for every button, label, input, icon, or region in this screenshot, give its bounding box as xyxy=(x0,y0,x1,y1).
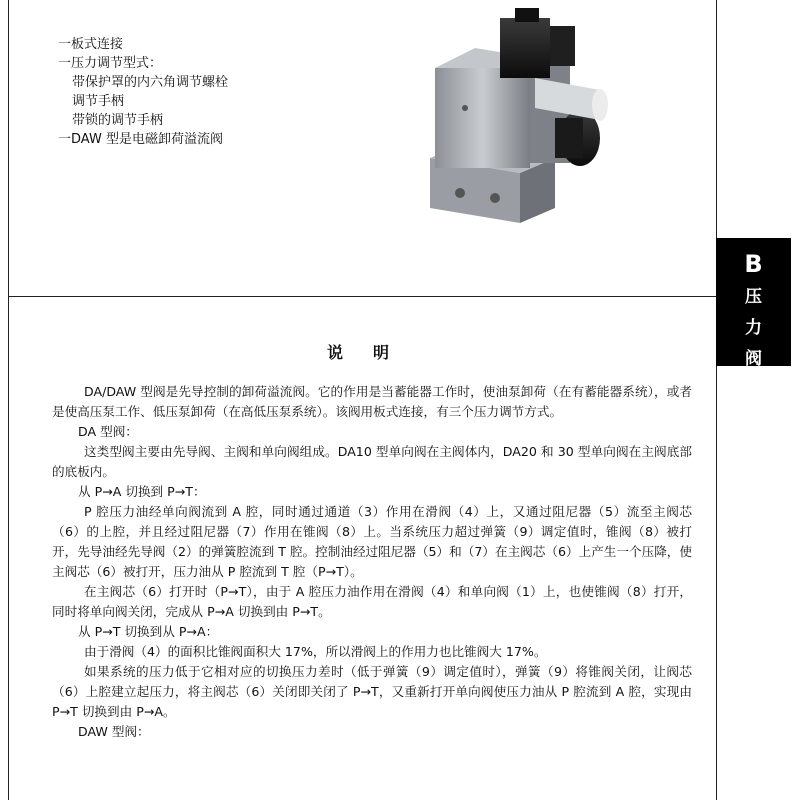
description-body xyxy=(52,382,692,742)
tab-letter: B xyxy=(744,250,763,278)
frame-right-border xyxy=(716,0,717,800)
frame-left-border xyxy=(8,0,9,800)
feature-subitem: 调节手柄 xyxy=(72,94,125,109)
paragraph: 如果系统的压力低于它相对应的切换压力差时（低于弹簧（9）调定值时），弹簧（9）将锥阀关闭，让阀芯（6）上腔建立起压力，将主阀芯（6）关闭即关闭了 P→T，又重新打开单向阀使压力油从 P 腔流到 A 腔，实现由 P→T 切换到由 P→A。 xyxy=(52,664,692,719)
paragraph-heading: 从 P→T 切换到从 P→A： xyxy=(78,624,219,639)
tab-char: 力 xyxy=(745,318,762,338)
paragraph: 由于滑阀（4）的面积比锥阀面积大 17%，所以滑阀上的作用力也比锥阀大 17%。 xyxy=(84,644,547,659)
feature-subitem: 带保护罩的内六角调节螺栓 xyxy=(72,75,229,90)
tab-char: 压 xyxy=(745,287,762,307)
section-divider xyxy=(8,296,717,297)
feature-item: 一板式连接 xyxy=(58,37,124,52)
paragraph-heading: DA 型阀： xyxy=(78,424,138,439)
feature-item: 一压力调节型式： xyxy=(58,56,163,71)
paragraph: DA/DAW 型阀是先导控制的卸荷溢流阀。它的作用是当蓄能器工作时，使油泵卸荷（在有蓄能器系统），或者是使高压泵工作、低压泵卸荷（在高低压泵系统）。该阀用板式连接，有三个压力调节方式。 xyxy=(52,384,692,419)
paragraph: 这类型阀主要由先导阀、主阀和单向阀组成。DA10 型单向阀在主阀体内，DA20 和 30 型单向阀在主阀底部的底板内。 xyxy=(52,444,692,479)
feature-list xyxy=(58,35,228,149)
feature-subitem: 带锁的调节手柄 xyxy=(72,113,164,128)
paragraph-heading: 从 P→A 切换到 P→T： xyxy=(78,484,206,499)
feature-item: 一DAW 型是电磁卸荷溢流阀 xyxy=(58,132,223,147)
valve-product-image xyxy=(405,8,615,230)
paragraph: 在主阀芯（6）打开时（P→T），由于 A 腔压力油作用在滑阀（4）和单向阀（1）上，也使锥阀（8）打开，同时将单向阀关闭，完成从 P→A 切换到由 P→T。 xyxy=(52,584,692,619)
paragraph-heading: DAW 型阀： xyxy=(78,724,150,739)
tab-char: 阀 xyxy=(745,349,762,369)
paragraph: P 腔压力油经单向阀流到 A 腔，同时通过通道（3）作用在滑阀（4）上，又通过阻尼器（5）流至主阀芯（6）的上腔，并且经过阻尼器（7）作用在锥阀（8）上。当系统压力超过弹簧（9）调定值时，锥阀（8）被打开，先导油经先导阀（2）的弹簧腔流到 T 腔。控制油经过阻尼器（5）和（7）在主阀芯（6）上产生一个压降，使主阀芯（6）被打开，压力油从 P 腔流到 T 腔（P→T）。 xyxy=(52,504,692,579)
section-title: 说明 xyxy=(326,343,419,362)
section-tab xyxy=(716,238,791,369)
